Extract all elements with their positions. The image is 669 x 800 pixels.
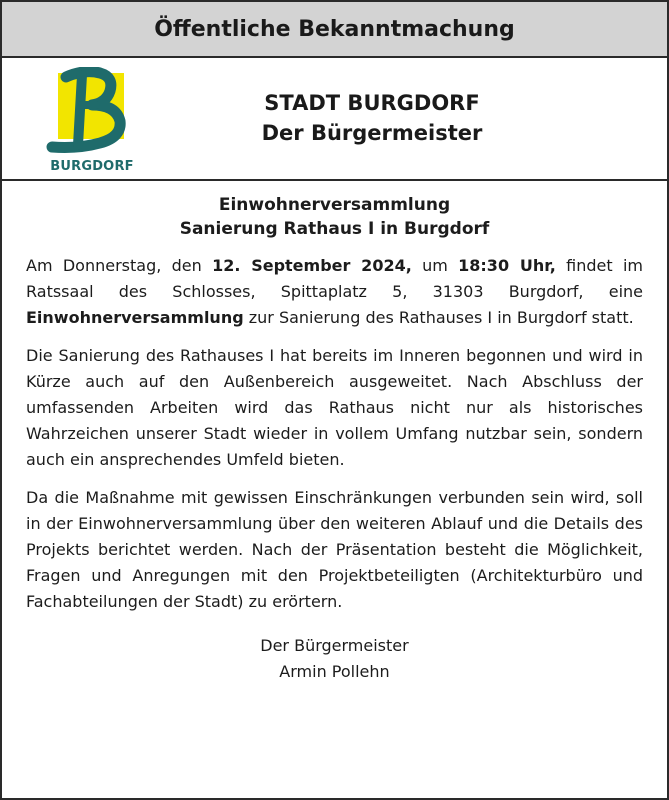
notice-header — [2, 58, 667, 181]
burgdorf-logo — [38, 67, 146, 175]
issuer-title: Der Bürgermeister — [261, 121, 483, 145]
paragraph-2: Die Sanierung des Rathauses I hat bereits im Inneren begonnen und wird in Kürze auch auf den Außenbereich ausgeweitet. Nach Abschluss der umfassenden Arbeiten wird das Rathaus nicht nur als historisches Wahrzeichen unserer Stadt wieder in vollem Umfang nutzbar sein, sondern auch ein ansprechendes Umfeld bieten. — [26, 346, 643, 469]
p1-text-1: Am Donnerstag, den — [26, 256, 213, 275]
p1-text-3: findet im Ratssaal des Schlosses, Spittaplatz 5, 31303 Burgdorf, eine — [26, 256, 643, 301]
signature-name: Armin Pollehn — [279, 662, 390, 681]
notice-heading — [26, 193, 643, 241]
banner-title: Öffentliche Bekanntmachung — [154, 16, 515, 42]
heading-line-1: Einwohnerversammlung — [218, 195, 451, 215]
city-name: STADT BURGDORF — [264, 91, 480, 115]
event-time: 18:30 Uhr, — [458, 256, 556, 275]
paragraph-1 — [26, 253, 643, 331]
signature — [26, 633, 643, 685]
signature-role: Der Bürgermeister — [260, 636, 409, 655]
header-text — [192, 88, 552, 148]
event-name: Einwohnerversammlung — [26, 308, 244, 327]
burgdorf-b-icon — [38, 67, 146, 159]
event-date: 12. September 2024, — [212, 256, 412, 275]
notice-content — [2, 181, 667, 685]
notice-banner — [2, 2, 667, 58]
paragraph-3: Da die Maßnahme mit gewissen Einschränkungen verbunden sein wird, soll in der Einwohnerversammlung über den weiteren Ablauf und die Details des Projekts berichtet werden. Nach der Präsentation besteht die Möglichkeit, Fragen und Anregungen mit den Projektbeteiligten (Architekturbüro und Fachabteilungen der Stadt) zu erörtern. — [26, 488, 643, 611]
p1-text-4: zur Sanierung des Rathauses I in Burgdorf statt. — [243, 308, 634, 327]
heading-line-2: Sanierung Rathaus I in Burgdorf — [179, 219, 490, 239]
p1-text-2: um — [411, 256, 459, 275]
logo-text: BURGDORF — [50, 159, 134, 174]
